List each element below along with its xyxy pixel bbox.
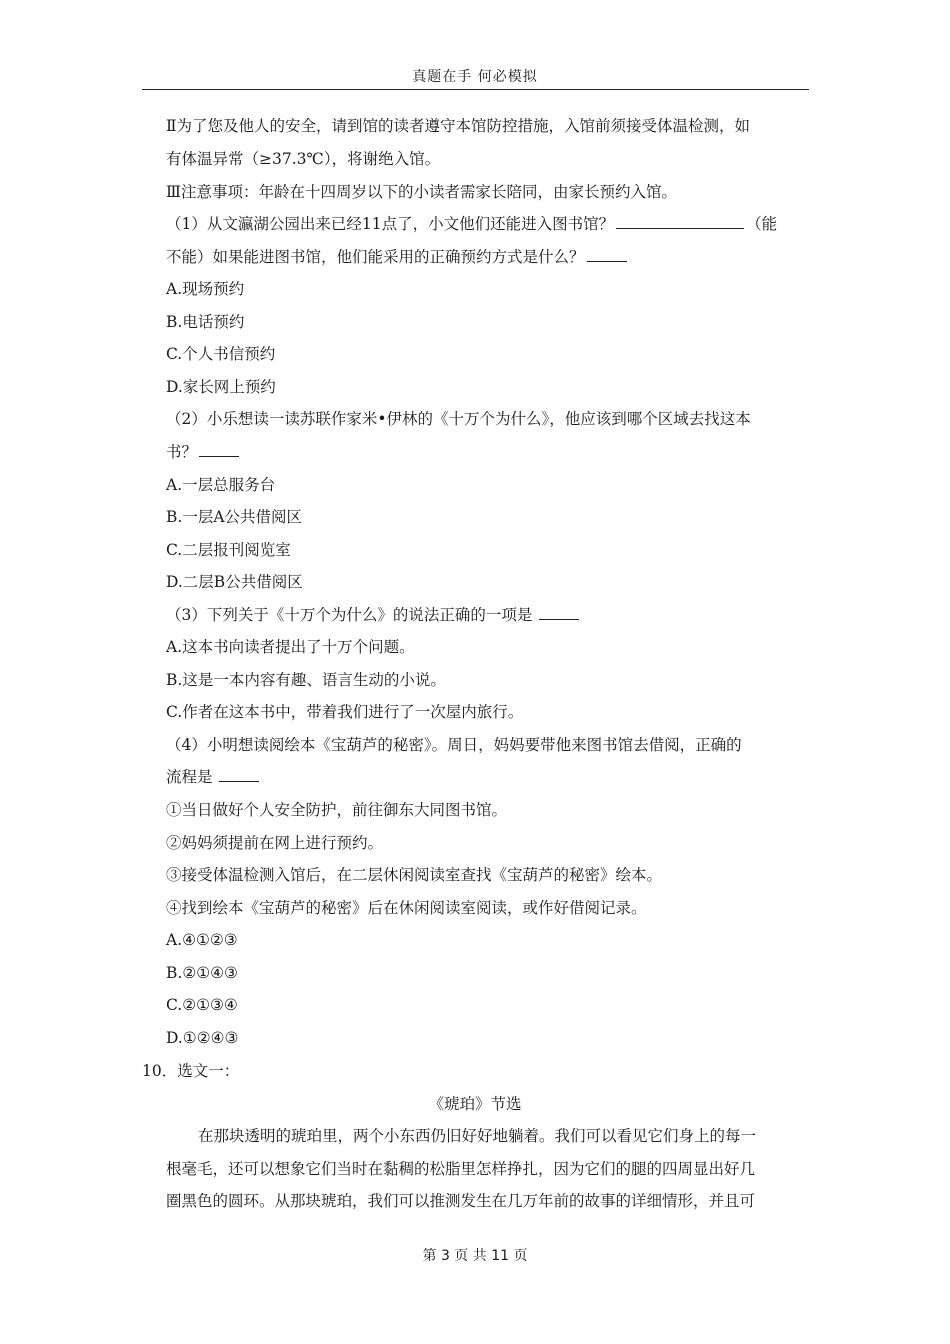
question-1-text-2: 不能）如果能进图书馆，他们能采用的正确预约方式是什么？ — [166, 248, 585, 266]
option-b: B.电话预约 — [166, 313, 245, 331]
question-2-line-2 — [166, 442, 241, 462]
step-item: ②妈妈须提前在网上进行预约。 — [166, 834, 384, 852]
option-d: D.①②④③ — [166, 1029, 239, 1047]
question-2-text: （2）小乐想读一读苏联作家米•伊林的《十万个为什么》，他应该到哪个区域去找这本 — [166, 410, 751, 428]
text-line: 有体温异常（≥37.3℃），将谢绝入馆。 — [166, 150, 441, 168]
question-2-text-2: 书？ — [166, 443, 198, 461]
option-b: B.②①④③ — [166, 964, 238, 982]
answer-blank[interactable] — [587, 247, 627, 262]
option-d: D.家长网上预约 — [166, 378, 276, 396]
header-rule — [142, 89, 809, 90]
option-b: B.一层A公共借阅区 — [166, 508, 303, 526]
question-3-text: （3）下列关于《十万个为什么》的说法正确的一项是 — [166, 606, 533, 624]
passage-line: 在那块透明的琥珀里，两个小东西仍旧好好地躺着。我们可以看见它们身上的每一 — [198, 1127, 757, 1145]
text-line: Ⅱ为了您及他人的安全，请到馆的读者遵守本馆防控措施，入馆前须接受体温检测，如 — [166, 117, 751, 135]
question-4-text-2: 流程是 — [166, 768, 213, 786]
passage-line: 根毫毛，还可以想象它们当时在黏稠的松脂里怎样挣扎，因为它们的腿的四周显出好几 — [166, 1160, 756, 1178]
question-1-text: （1）从文瀛湖公园出来已经11点了，小文他们还能进入图书馆？ — [166, 215, 615, 233]
option-d: D.二层B公共借阅区 — [166, 573, 303, 591]
step-item: ①当日做好个人安全防护，前往御东大同图书馆。 — [166, 801, 508, 819]
option-b: B.这是一本内容有趣、语言生动的小说。 — [166, 671, 446, 689]
text-line: Ⅲ注意事项：年龄在十四周岁以下的小读者需家长陪同，由家长预约入馆。 — [166, 183, 677, 201]
option-c: C.个人书信预约 — [166, 345, 276, 363]
step-item: ④找到绘本《宝葫芦的秘密》后在休闲阅读室阅读，或作好借阅记录。 — [166, 899, 647, 917]
passage-title: 《琥珀》节选 — [428, 1095, 522, 1113]
question-4-text: （4）小明想读阅绘本《宝葫芦的秘密》。周日，妈妈要带他来图书馆去借阅，正确的 — [166, 736, 742, 754]
page-number: 第 3 页 共 11 页 — [422, 1248, 528, 1264]
question-1-line — [166, 214, 777, 234]
answer-blank[interactable] — [219, 767, 259, 782]
option-a: A.这本书向读者提出了十万个问题。 — [166, 638, 415, 656]
option-c: C.作者在这本书中，带着我们进行了一次屋内旅行。 — [166, 703, 524, 721]
option-a: A.一层总服务台 — [166, 476, 276, 494]
page-header: 真题在手 何必模拟 — [412, 69, 538, 85]
option-c: C.二层报刊阅览室 — [166, 541, 291, 559]
question-1-tail: （能 — [746, 215, 778, 233]
answer-blank[interactable] — [199, 442, 239, 457]
answer-blank[interactable] — [539, 605, 579, 620]
question-4-line-2 — [166, 767, 261, 787]
answer-blank[interactable] — [616, 214, 744, 229]
passage-line: 圈黑色的圆环。从那块琥珀，我们可以推测发生在几万年前的故事的详细情形，并且可 — [166, 1192, 756, 1210]
option-a: A.现场预约 — [166, 280, 245, 298]
option-c: C.②①③④ — [166, 996, 238, 1014]
step-item: ③接受体温检测入馆后，在二层休闲阅读室查找《宝葫芦的秘密》绘本。 — [166, 866, 663, 884]
option-a: A.④①②③ — [166, 931, 238, 949]
question-3-line — [166, 605, 581, 625]
question-1-line-2 — [166, 247, 629, 267]
question-10-heading: 10．选文一： — [142, 1062, 240, 1080]
